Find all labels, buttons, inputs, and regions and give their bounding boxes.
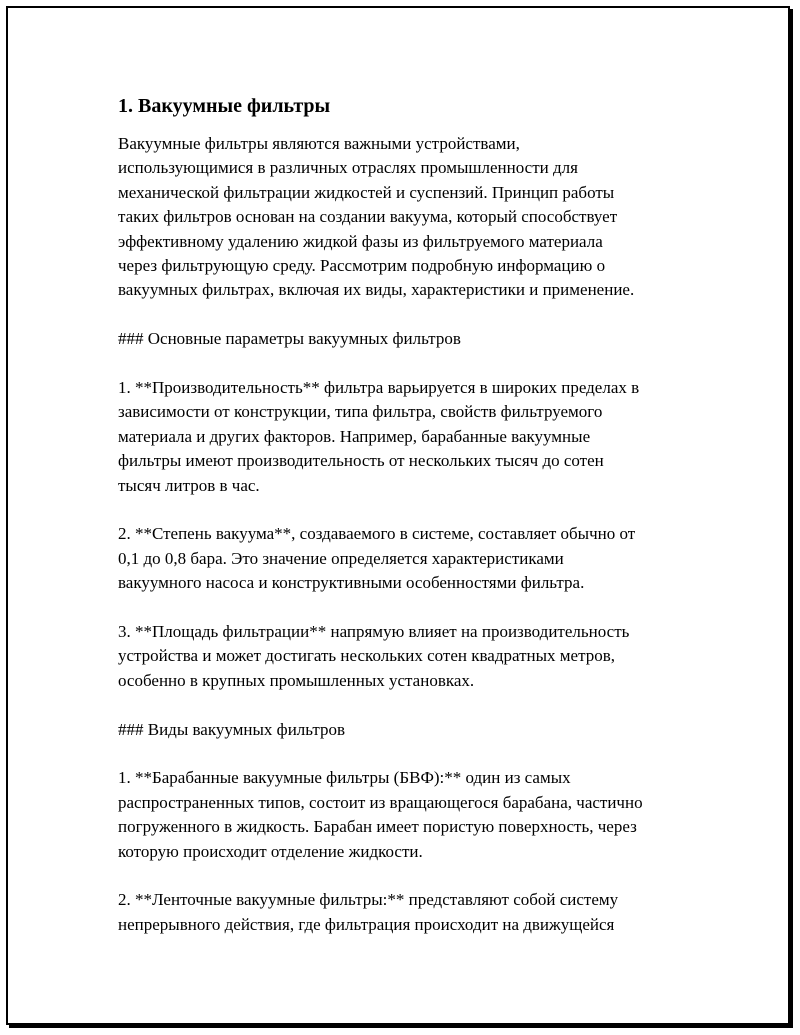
section-heading-parameters	[118, 327, 698, 351]
text-line: 0,1 до 0,8 бара. Это значение определяется характеристиками	[118, 548, 564, 568]
text-line: которую происходит отделение жидкости.	[118, 841, 423, 861]
text-line: 2. **Степень вакуума**, создаваемого в системе, составляет обычно от	[118, 524, 636, 544]
text-line: 3. **Площадь фильтрации** напрямую влияет на производительность	[118, 622, 630, 642]
text-line: вакуумных фильтрах, включая их виды, характеристики и применение.	[118, 280, 635, 300]
text-line: 1. **Барабанные вакуумные фильтры (БВФ):** один из самых	[118, 768, 571, 788]
text-line: фильтры имеют производительность от нескольких тысяч до сотен	[118, 451, 604, 471]
text-line: механической фильтрации жидкостей и суспензий. Принцип работы	[118, 182, 615, 202]
intro-paragraph	[118, 132, 698, 303]
text-line: ### Виды вакуумных фильтров	[118, 719, 346, 739]
text-line: использующимися в различных отраслях промышленности для	[118, 158, 578, 178]
text-line: распространенных типов, состоит из вращающегося барабана, частично	[118, 792, 643, 812]
text-line: ### Основные параметры вакуумных фильтров	[118, 329, 461, 349]
text-line: 2. **Ленточные вакуумные фильтры:** представляют собой систему	[118, 890, 619, 910]
text-line: тысяч литров в час.	[118, 475, 260, 495]
text-line: непрерывного действия, где фильтрация происходит на движущейся	[118, 914, 615, 934]
text-line: зависимости от конструкции, типа фильтра, свойств фильтруемого	[118, 402, 603, 422]
text-line: Вакуумные фильтры являются важными устройствами,	[118, 134, 520, 153]
text-line: устройства и может достигать нескольких сотен квадратных метров,	[118, 646, 615, 666]
parameter-item-vacuum	[118, 522, 698, 595]
section-heading-types	[118, 718, 698, 742]
type-item-belt	[118, 888, 698, 937]
document-body	[118, 92, 698, 962]
parameter-item-performance	[118, 376, 698, 498]
text-line: материала и других факторов. Например, барабанные вакуумные	[118, 426, 591, 446]
text-line: таких фильтров основан на создании вакуума, который способствует	[118, 207, 618, 227]
text-line: через фильтрующую среду. Рассмотрим подробную информацию о	[118, 256, 606, 276]
text-line: эффективному удалению жидкой фазы из фильтруемого материала	[118, 231, 603, 251]
text-line: 1. **Производительность** фильтра варьируется в широких пределах в	[118, 378, 640, 398]
text-line: особенно в крупных промышленных установках.	[118, 670, 475, 690]
type-item-drum	[118, 766, 698, 864]
text-line: вакуумного насоса и конструктивными особенностями фильтра.	[118, 573, 585, 593]
text-line: погруженного в жидкость. Барабан имеет пористую поверхность, через	[118, 817, 637, 837]
document-title: 1. Вакуумные фильтры	[118, 95, 331, 117]
parameter-item-area	[118, 620, 698, 693]
